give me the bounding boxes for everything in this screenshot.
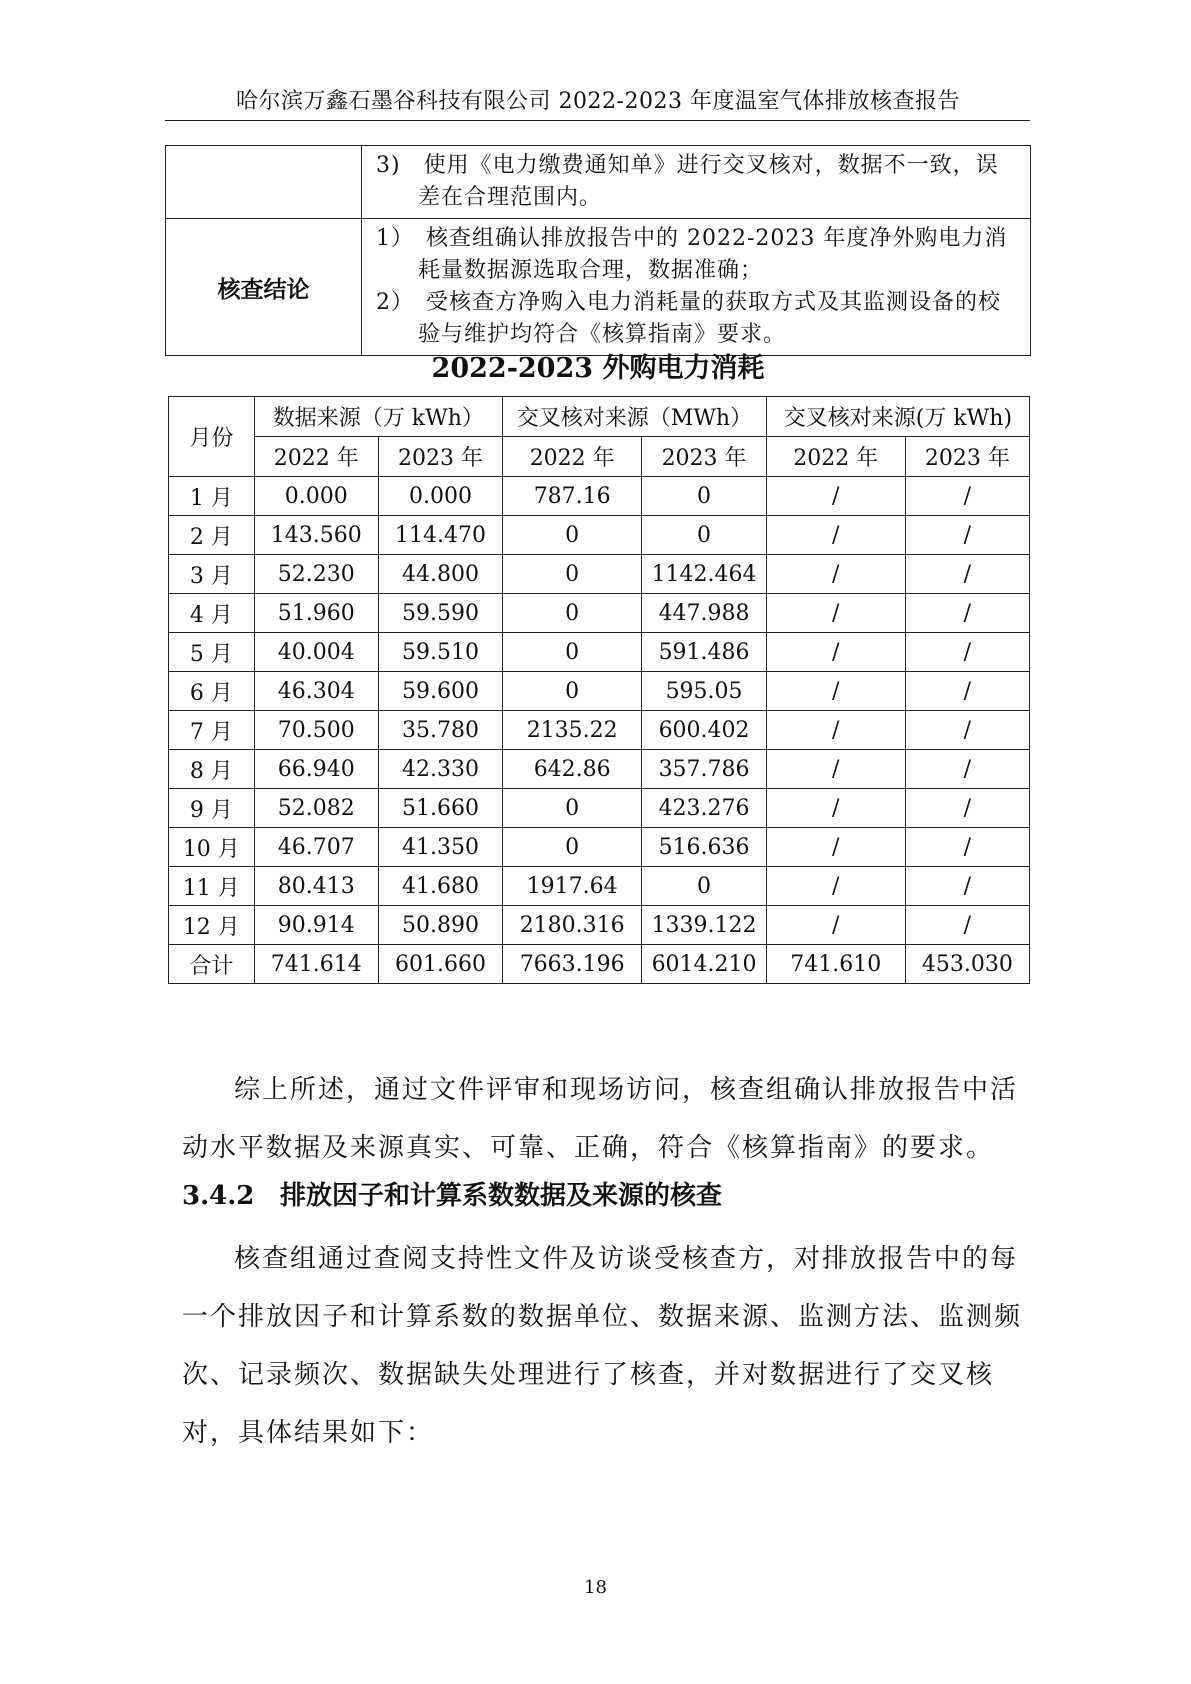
section-title: 排放因子和计算系数数据及来源的核查 [280,1181,723,1211]
month-cell: 2 月 [169,516,255,555]
value-cell: / [905,828,1029,867]
value-cell: 52.082 [254,789,378,828]
value-cell: 51.660 [378,789,502,828]
value-cell: 59.590 [378,594,502,633]
month-cell: 5 月 [169,633,255,672]
value-cell: 35.780 [378,711,502,750]
value-cell: 1142.464 [642,555,767,594]
value-cell: / [905,750,1029,789]
page-header: 哈尔滨万鑫石墨谷科技有限公司 2022-2023 年度温室气体排放核查报告 [236,89,960,114]
summary-paragraph [182,1061,1022,1177]
group-header: 数据来源（万 kWh） [254,397,502,437]
value-cell: / [766,516,905,555]
value-cell: 741.614 [254,945,378,984]
month-cell: 11 月 [169,867,255,906]
value-cell: 46.707 [254,828,378,867]
value-cell: 2135.22 [503,711,642,750]
value-cell: 357.786 [642,750,767,789]
value-cell: 0 [503,672,642,711]
value-cell: 600.402 [642,711,767,750]
year-header: 2023 年 [905,437,1029,477]
value-cell: / [766,711,905,750]
value-cell: 0 [642,867,767,906]
electricity-table [168,396,1030,984]
empty-label-cell [166,146,362,219]
table-row [169,789,1030,828]
month-cell: 10 月 [169,828,255,867]
value-cell: / [905,867,1029,906]
value-cell: / [766,906,905,945]
summary-text: 综上所述，通过文件评审和现场访问，核查组确认排放报告中活动水平数据及来源真实、可靠、正确，符合《核算指南》的要求。 [182,1075,1019,1163]
month-cell: 12 月 [169,906,255,945]
value-cell: 642.86 [503,750,642,789]
value-cell: / [766,750,905,789]
value-cell: 114.470 [378,516,502,555]
table-body [169,477,1030,984]
month-cell: 7 月 [169,711,255,750]
conclusion-item: 1） 核查组确认排放报告中的 2022-2023 年度净外购电力消耗量数据源选取合理，数据准确； [376,226,1008,283]
body-paragraph [182,1230,1022,1462]
value-cell: / [905,555,1029,594]
value-cell: 80.413 [254,867,378,906]
value-cell: 787.16 [503,477,642,516]
group-header: 交叉核对来源(万 kWh) [766,397,1029,437]
check-item: 3) 使用《电力缴费通知单》进行交叉核对，数据不一致，误差在合理范围内。 [376,153,999,210]
value-cell: / [766,828,905,867]
group-header: 交叉核对来源（MWh） [503,397,767,437]
conclusion-item: 2） 受核查方净购入电力消耗量的获取方式及其监测设备的校验与维护均符合《核算指南》要求。 [376,290,1001,347]
value-cell: 0 [503,828,642,867]
value-cell: / [905,672,1029,711]
table-row [169,945,1030,984]
value-cell: 0.000 [378,477,502,516]
year-header: 2022 年 [766,437,905,477]
year-header: 2022 年 [503,437,642,477]
value-cell: / [905,516,1029,555]
value-cell: 423.276 [642,789,767,828]
value-cell: 0 [503,594,642,633]
value-cell: 0 [503,516,642,555]
header-rule [165,120,1030,121]
value-cell: 0 [503,555,642,594]
value-cell: 1339.122 [642,906,767,945]
conclusion-cell [362,219,1031,356]
value-cell: 741.610 [766,945,905,984]
month-cell: 4 月 [169,594,255,633]
value-cell: 59.600 [378,672,502,711]
month-cell: 8 月 [169,750,255,789]
value-cell: 46.304 [254,672,378,711]
table-row [169,867,1030,906]
value-cell: / [766,867,905,906]
month-cell: 3 月 [169,555,255,594]
value-cell: / [766,477,905,516]
table-row [169,750,1030,789]
value-cell: 0 [642,516,767,555]
value-cell: 1917.64 [503,867,642,906]
month-cell: 6 月 [169,672,255,711]
year-header: 2023 年 [642,437,767,477]
value-cell: / [905,594,1029,633]
table-row [169,633,1030,672]
month-cell: 1 月 [169,477,255,516]
value-cell: / [766,594,905,633]
value-cell: 0 [503,633,642,672]
value-cell: 601.660 [378,945,502,984]
value-cell: 51.960 [254,594,378,633]
value-cell: 40.004 [254,633,378,672]
value-cell: 7663.196 [503,945,642,984]
value-cell: / [905,711,1029,750]
table-title: 2022-2023 外购电力消耗 [431,353,765,384]
value-cell: 453.030 [905,945,1029,984]
table-row [169,711,1030,750]
conclusion-label: 核查结论 [166,219,362,356]
month-cell: 合计 [169,945,255,984]
table-row [169,906,1030,945]
value-cell: 59.510 [378,633,502,672]
value-cell: 66.940 [254,750,378,789]
month-header: 月份 [169,397,255,477]
table-row [166,146,1031,219]
value-cell: 591.486 [642,633,767,672]
value-cell: 447.988 [642,594,767,633]
table-header-row [169,437,1030,477]
value-cell: 0 [642,477,767,516]
value-cell: / [766,789,905,828]
value-cell: / [766,672,905,711]
value-cell: / [905,633,1029,672]
table-row [169,828,1030,867]
body-text: 核查组通过查阅支持性文件及访谈受核查方，对排放报告中的每一个排放因子和计算系数的数据单位、数据来源、监测方法、监测频次、记录频次、数据缺失处理进行了核查，并对数据进行了交叉核对，具体结果如下： [182,1244,1023,1448]
value-cell: / [905,477,1029,516]
value-cell: / [766,633,905,672]
value-cell: 50.890 [378,906,502,945]
value-cell: 2180.316 [503,906,642,945]
table-row [169,477,1030,516]
table-header-row [169,397,1030,437]
value-cell: 6014.210 [642,945,767,984]
section-number: 3.4.2 [182,1181,255,1211]
value-cell: 0 [503,789,642,828]
table-row [169,594,1030,633]
table-row [169,516,1030,555]
section-heading [182,1175,722,1212]
table-row [169,672,1030,711]
month-cell: 9 月 [169,789,255,828]
table-row [169,555,1030,594]
value-cell: 41.350 [378,828,502,867]
value-cell: 0.000 [254,477,378,516]
value-cell: 595.05 [642,672,767,711]
value-cell: 70.500 [254,711,378,750]
page-number: 18 [584,1577,607,1598]
value-cell: 44.800 [378,555,502,594]
value-cell: 42.330 [378,750,502,789]
value-cell: / [905,789,1029,828]
value-cell: 516.636 [642,828,767,867]
value-cell: 52.230 [254,555,378,594]
table-row [166,219,1031,356]
value-cell: 41.680 [378,867,502,906]
verification-table [165,145,1031,356]
value-cell: / [905,906,1029,945]
value-cell: 90.914 [254,906,378,945]
value-cell: / [766,555,905,594]
year-header: 2022 年 [254,437,378,477]
value-cell: 143.560 [254,516,378,555]
check-method-cell [362,146,1031,219]
year-header: 2023 年 [378,437,502,477]
